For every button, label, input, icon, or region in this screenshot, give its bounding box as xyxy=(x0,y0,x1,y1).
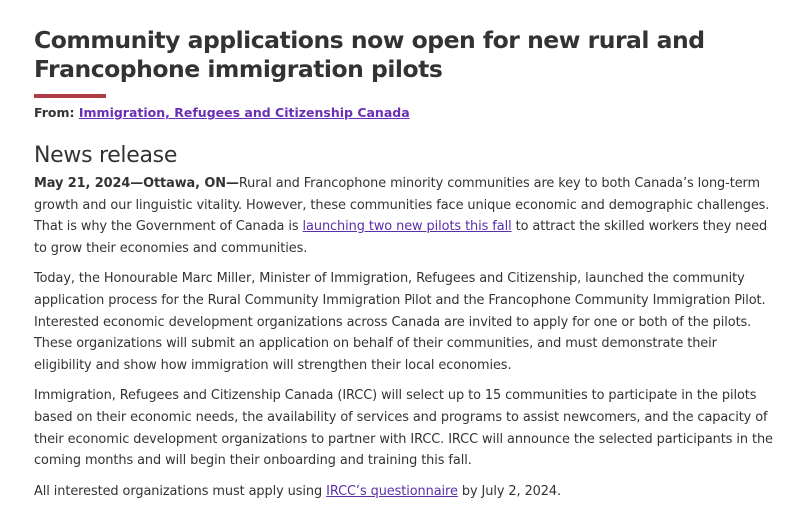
section-heading: News release xyxy=(34,143,178,168)
title-accent-rule xyxy=(34,94,106,98)
intro-text-after-link: to attract the skilled workers they need to grow their economies and communities. xyxy=(34,219,768,256)
from-line xyxy=(34,104,774,122)
paragraph-minister: Today, the Honourable Marc Miller, Minister of Immigration, Refugees and Citizenship, launched the community application process for the Rural Community Immigration Pilot and the Francophone Community Immigration Pilot. Interested economic development organizations across Canada are invited to apply for one or both of the pilots. These organizations will submit an application on behalf of their communities, and must demonstrate their eligibility and show how immigration will strengthen their local economies. xyxy=(34,271,766,373)
apply-text-before-link: All interested organizations must apply using xyxy=(34,483,327,499)
questionnaire-link[interactable]: IRCC’s questionnaire xyxy=(326,483,458,499)
paragraph-apply xyxy=(34,481,774,503)
page-title: Community applications now open for new rural and Francophone immigration pilots xyxy=(34,26,705,83)
dateline: May 21, 2024—Ottawa, ON— xyxy=(34,176,239,191)
pilots-launch-link[interactable]: launching two new pilots this fall xyxy=(302,219,512,235)
from-label: From: xyxy=(34,105,75,120)
intro-text-before-link: Rural and Francophone minority communities are key to both Canada’s long-term growth and our linguistic vitality. However, these communities face unique economic and demographic challenges. That is why the Government of Canada is xyxy=(34,176,770,235)
apply-text-after-link: by July 2, 2024. xyxy=(457,483,562,499)
paragraph-selection: Immigration, Refugees and Citizenship Canada (IRCC) will select up to 15 communities to participate in the pilots based on their economic needs, the availability of services and programs to assist newcomers, and the capacity of their economic development organizations to partner with IRCC. IRCC will announce the selected participants in the coming months and will begin their onboarding and training this fall. xyxy=(34,388,773,469)
department-link[interactable]: Immigration, Refugees and Citizenship Canada xyxy=(78,105,410,120)
paragraph-intro xyxy=(34,173,774,259)
